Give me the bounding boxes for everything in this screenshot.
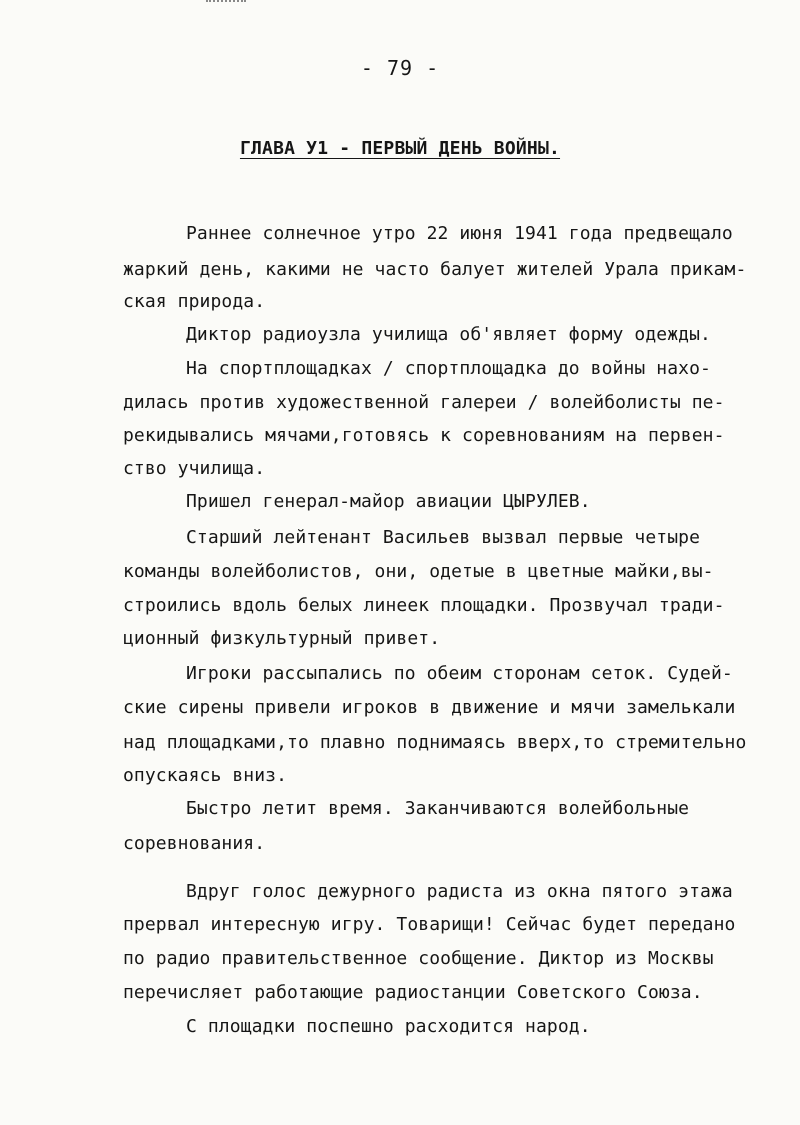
text-line: Быстро летит время. Заканчиваются волейбольные [186, 798, 690, 819]
text-line: по радио правительственное сообщение. Диктор из Москвы [123, 948, 714, 969]
text-line: рекидывались мячами,готовясь к соревнованиям на первен- [123, 425, 725, 446]
text-line: строились вдоль белых линеек площадки. Прозвучал тради- [123, 595, 725, 616]
chapter-title: ГЛАВА У1 - ПЕРВЫЙ ДЕНЬ ВОЙНЫ. [239, 138, 561, 159]
text-line: дилась против художественной галереи / волейболисты пе- [123, 392, 725, 413]
text-line: над площадками,то плавно поднимаясь вверх,то стремительно [123, 732, 747, 753]
text-line: Игроки рассыпались по обеим сторонам сеток. Судей- [186, 663, 733, 684]
text-line: команды волейболистов, они, одетые в цветные майки,вы- [123, 561, 714, 582]
text-line: жаркий день, какими не часто балует жителей Урала прикам- [123, 259, 747, 280]
text-line: ство училища. [123, 458, 266, 479]
text-line: соревнования. [123, 833, 266, 854]
text-line: прервал интересную игру. Товарищи! Сейчас будет передано [123, 914, 736, 935]
text-line: ская природа. [123, 291, 266, 312]
text-line: На спортплощадках / спортплощадка до войны нахо- [186, 358, 711, 379]
text-line: Вдруг голос дежурного радиста из окна пятого этажа [186, 881, 733, 902]
text-line: Раннее солнечное утро 22 июня 1941 года предвещало [186, 223, 733, 244]
text-line: Диктор радиоузла училища об'являет форму одежды. [186, 324, 711, 345]
text-line: ские сирены привели игроков в движение и мячи замелькали [123, 697, 736, 718]
text-line: перечисляет работающие радиостанции Советского Союза. [123, 982, 703, 1003]
text-line: опускаясь вниз. [123, 765, 288, 786]
scan-mark [206, 0, 246, 6]
text-line: Старший лейтенант Васильев вызвал первые четыре [186, 527, 701, 548]
text-line: ционный физкультурный привет. [123, 628, 441, 649]
text-line: Пришел генерал-майор авиации ЦЫРУЛЕВ. [186, 491, 591, 512]
page-number: - 79 - [360, 56, 440, 80]
text-line: С площадки поспешно расходится народ. [186, 1016, 591, 1037]
